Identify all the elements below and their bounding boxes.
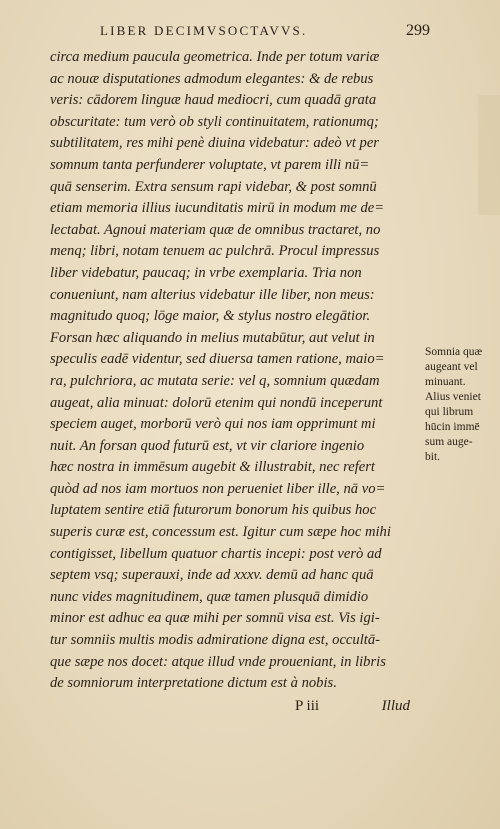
body-text [50, 47, 420, 695]
body-line: quòd ad nos iam mortuos non perueniet liber ille, nā vo= [50, 480, 386, 497]
body-line: veris: cādorem linguæ haud mediocri, cum quadā grata [50, 92, 377, 109]
folio-number: 299 [406, 22, 430, 39]
marginal-note-line: augeant vel [425, 361, 478, 373]
marginal-note-line: sum auge- [425, 436, 473, 448]
body-line: minor est adhuc ea quæ mihi per somnū visa est. Vis igi- [50, 610, 380, 627]
body-line: magnitudo quoq; lōge maior, & stylus nostro elegātior. [50, 308, 371, 325]
running-title: LIBER DECIMVSOCTAVVS. [100, 23, 308, 38]
body-line: somnum tanta perfunderer voluptate, vt parem illi nū= [50, 156, 370, 173]
body-line: quā senserim. Extra sensum rapi videbar, & post somnū [50, 178, 377, 195]
body-line: etiam memoria illius iucunditatis mirū in modum me de= [50, 200, 385, 217]
body-line: septem vsq; superauxi, inde ad xxxv. demū ad hanc quā [50, 567, 374, 584]
body-line: de somniorum interpretatione dictum est à nobis. [50, 675, 337, 692]
body-line: que sæpe nos docet: atque illud vnde proueniant, in libris [50, 653, 386, 670]
marginal-note-line: Alius veniet [425, 391, 481, 403]
show-through-bleed [478, 95, 500, 215]
body-line: speculis eadē videntur, sed diuersa tamen ratione, maio= [50, 351, 385, 368]
body-line: conueniunt, nam alterius videbatur ille liber, non meus: [50, 286, 375, 303]
body-line: superis curæ est, concessum est. Igitur cum sæpe hoc mihi [50, 524, 391, 541]
body-line: nunc vides magnitudinem, quæ tamen plusquā dimidio [50, 588, 369, 605]
body-line: tur somniis multis modis admiratione digna est, occultā- [50, 632, 380, 649]
body-line: circa medium paucula geometrica. Inde per totum variæ [50, 49, 380, 65]
marginal-note-line: Somnia quæ [425, 346, 483, 358]
body-line: Forsan hæc aliquando in melius mutabūtur, aut velut in [50, 329, 375, 346]
marginal-note-line: qui librum [425, 406, 474, 418]
signature-mark: P iii [295, 698, 320, 714]
page-footer [50, 698, 410, 720]
body-line: ac nouæ disputationes admodum elegantes: & de rebus [50, 70, 374, 87]
body-line: liber videbatur, paucaq; in vrbe exemplaria. Tria non [50, 264, 362, 281]
body-line: obscuritate: tum verò ob styli continuitatem, rationumq; [50, 113, 379, 130]
marginal-note-line: bit. [425, 451, 441, 463]
page-header [100, 22, 430, 40]
catchword: Illud [381, 698, 410, 714]
body-line: lectabat. Agnoui materiam quæ de omnibus tractaret, no [50, 221, 381, 238]
body-line: menq; libri, notam tenuem ac pulchrā. Procul impressus [50, 243, 380, 260]
body-line: luptatem sentire etiā futurorum bonorum his quibus hoc [50, 502, 377, 519]
marginal-note-line: hūcin immē [425, 421, 480, 433]
body-line: ra, pulchriora, ac mutata serie: vel q, somnium quædam [50, 372, 380, 389]
body-line: nuit. An forsan quod futurū est, vt vir clariore ingenio [50, 437, 365, 454]
body-line: speciem auget, morborū verò qui nos iam opprimunt mi [50, 416, 376, 433]
body-line: augeat, alia minuat: dolorū etenim qui nondū inceperunt [50, 394, 383, 411]
body-line: hæc nostra in immēsum augebit & illustrabit, nec refert [50, 459, 375, 476]
body-line: subtilitatem, res mihi penè diuina videbatur: adeò vt per [50, 135, 379, 152]
body-line: contigisset, libellum quatuor chartis incepi: post verò ad [50, 545, 382, 562]
marginal-note-line: minuant. [425, 376, 466, 388]
marginal-note [425, 345, 497, 465]
